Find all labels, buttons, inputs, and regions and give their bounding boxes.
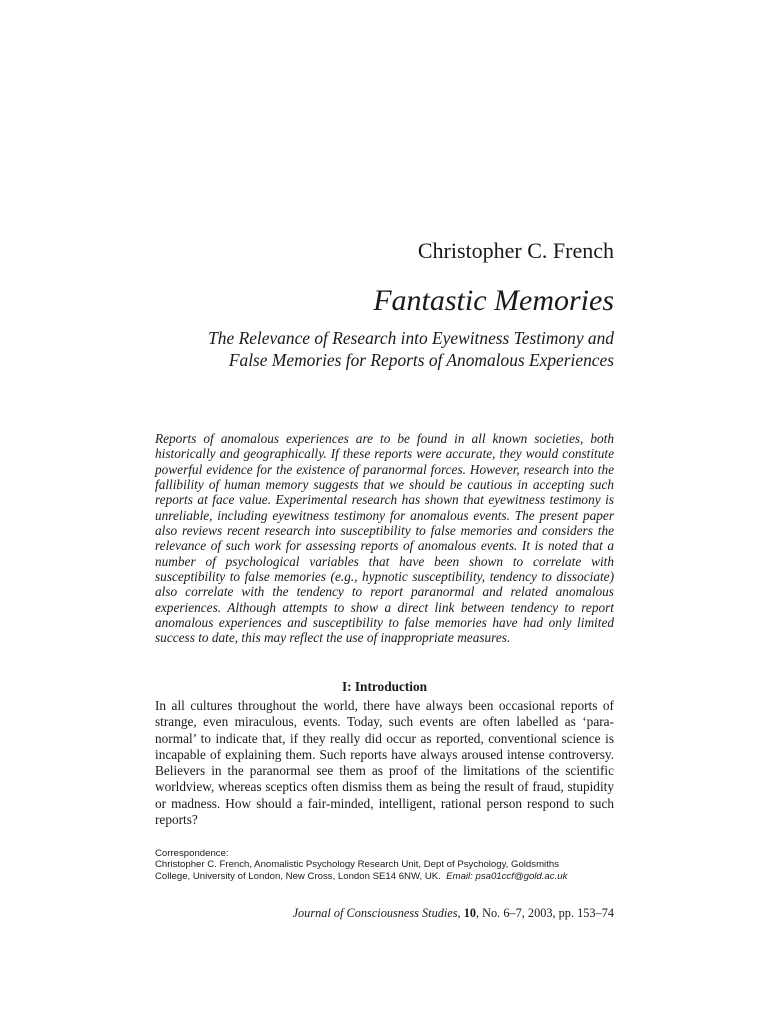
journal-volume: 10 — [463, 906, 476, 920]
correspondence-label: Correspondence: — [155, 848, 229, 859]
journal-name: Journal of Consciousness Studies — [292, 906, 458, 920]
article-subtitle-line-1: The Relevance of Research into Eyewitness Testimony and — [208, 328, 614, 348]
author-name: Christopher C. French — [417, 238, 614, 263]
section-heading-introduction: I: Introduction — [341, 679, 428, 694]
correspondence-address-line-2 — [155, 871, 625, 882]
correspondence-address-line-1: Christopher C. French, Anomalistic Psychology Research Unit, Dept of Psychology, Goldsmiths — [155, 859, 559, 871]
correspondence-email: Email: psa01ccf@gold.ac.uk — [446, 870, 568, 882]
abstract: Reports of anomalous experiences are to be found in all known societies, both historically and geographically. If these reports were accurate, they would constitute powerful evidence for the existence of paranormal forces. However, research into the fallibility of human memory suggests that we should be cautious in accepting such reports at face value. Experimental research has shown that eyewitness testimony is unreliable, including eyewitness testimony for anomalous events. The present paper also reviews recent research into susceptibility to false memories and considers the relevance of such work for assessing reports of anomalous events. It is noted that a number of psychological variables that have been shown to correlate with susceptibility to false memories (e.g., hypnotic susceptibility, tendency to dissociate) also correlate with the tendency to report paranormal and related anomalous experiences. Although attempts to show a direct link between tendency to report anomalous experiences and susceptibility to false memories have had only limited success to date, this may reflect the use of inappropriate measures. — [155, 431, 614, 646]
journal-citation: Journal of Consciousness Studies, 10, No. 6–7, 2003, pp. 153–74 — [292, 906, 614, 920]
introduction-paragraph: In all cultures throughout the world, there have always been occasional reports of strange, even miraculous, events. Today, such events are often labelled as ‘paranormal’ to indicate that, if they really did occur as reported, conventional science is incapable of explaining them. Such reports have always aroused intense controversy. Believers in the paranormal see them as proof of the limitations of the scientific worldview, whereas sceptics often dismiss them as being the result of fraud, stupidity or madness. How should a fair-minded, intelligent, rational person respond to such reports? — [155, 698, 614, 828]
article-subtitle-line-2: False Memories for Reports of Anomalous Experiences — [228, 350, 614, 370]
journal-issue-pages: , No. 6–7, 2003, pp. 153–74 — [476, 906, 614, 920]
correspondence-address-text: College, University of London, New Cross, London SE14 6NW, UK. — [155, 870, 441, 882]
article-title: Fantastic Memories — [373, 284, 614, 317]
correspondence-footnote — [155, 848, 625, 882]
